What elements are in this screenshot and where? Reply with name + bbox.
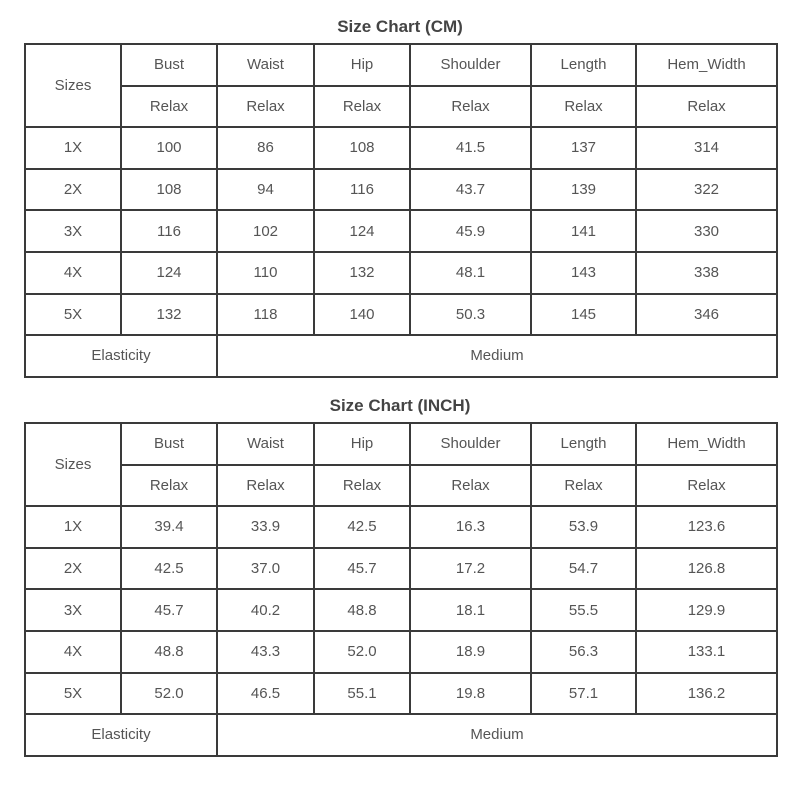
measurement-cell: 346 xyxy=(636,294,777,336)
size-chart-inch-title: Size Chart (INCH) xyxy=(329,396,471,415)
measurement-cell: 116 xyxy=(121,210,217,252)
header-row xyxy=(25,44,777,86)
measurement-cell: 48.1 xyxy=(410,252,531,294)
fit-subheader: Relax xyxy=(410,86,531,128)
sizes-header: Sizes xyxy=(25,44,121,127)
measurement-cell: 100 xyxy=(121,127,217,169)
measurement-cell: 37.0 xyxy=(217,548,314,590)
measurement-cell: 129.9 xyxy=(636,589,777,631)
size-label: 1X xyxy=(25,506,121,548)
column-header: Shoulder xyxy=(410,44,531,86)
measurement-cell: 110 xyxy=(217,252,314,294)
measurement-cell: 40.2 xyxy=(217,589,314,631)
measurement-cell: 57.1 xyxy=(531,673,636,715)
measurement-cell: 55.1 xyxy=(314,673,410,715)
column-header: Waist xyxy=(217,423,314,465)
measurement-cell: 43.3 xyxy=(217,631,314,673)
column-header: Bust xyxy=(121,423,217,465)
measurement-cell: 124 xyxy=(121,252,217,294)
measurement-cell: 330 xyxy=(636,210,777,252)
measurement-cell: 54.7 xyxy=(531,548,636,590)
size-label: 2X xyxy=(25,548,121,590)
column-header: Hip xyxy=(314,44,410,86)
measurement-cell: 322 xyxy=(636,169,777,211)
measurement-cell: 116 xyxy=(314,169,410,211)
measurement-cell: 136.2 xyxy=(636,673,777,715)
size-label: 4X xyxy=(25,252,121,294)
measurement-cell: 145 xyxy=(531,294,636,336)
size-chart-cm-table xyxy=(24,43,778,378)
measurement-cell: 124 xyxy=(314,210,410,252)
measurement-cell: 41.5 xyxy=(410,127,531,169)
size-label: 1X xyxy=(25,127,121,169)
column-header: Bust xyxy=(121,44,217,86)
column-header: Waist xyxy=(217,44,314,86)
measurement-cell: 132 xyxy=(121,294,217,336)
measurement-cell: 16.3 xyxy=(410,506,531,548)
table-row xyxy=(25,210,777,252)
size-label: 4X xyxy=(25,631,121,673)
measurement-cell: 139 xyxy=(531,169,636,211)
size-chart-inch-table xyxy=(24,422,778,757)
measurement-cell: 108 xyxy=(314,127,410,169)
measurement-cell: 94 xyxy=(217,169,314,211)
measurement-cell: 48.8 xyxy=(314,589,410,631)
table-row xyxy=(25,252,777,294)
column-header: Shoulder xyxy=(410,423,531,465)
elasticity-value: Medium xyxy=(217,714,777,756)
measurement-cell: 42.5 xyxy=(121,548,217,590)
measurement-cell: 140 xyxy=(314,294,410,336)
measurement-cell: 102 xyxy=(217,210,314,252)
elasticity-label: Elasticity xyxy=(25,335,217,377)
size-label: 5X xyxy=(25,673,121,715)
measurement-cell: 118 xyxy=(217,294,314,336)
sizes-header: Sizes xyxy=(25,423,121,506)
measurement-cell: 17.2 xyxy=(410,548,531,590)
measurement-cell: 39.4 xyxy=(121,506,217,548)
measurement-cell: 43.7 xyxy=(410,169,531,211)
measurement-cell: 108 xyxy=(121,169,217,211)
measurement-cell: 126.8 xyxy=(636,548,777,590)
measurement-cell: 56.3 xyxy=(531,631,636,673)
size-label: 5X xyxy=(25,294,121,336)
fit-subheader: Relax xyxy=(121,465,217,507)
size-label: 3X xyxy=(25,210,121,252)
size-label: 3X xyxy=(25,589,121,631)
elasticity-row xyxy=(25,335,777,377)
measurement-cell: 52.0 xyxy=(314,631,410,673)
column-header: Hem_Width xyxy=(636,423,777,465)
subheader-row xyxy=(25,86,777,128)
measurement-cell: 137 xyxy=(531,127,636,169)
fit-subheader: Relax xyxy=(217,465,314,507)
measurement-cell: 42.5 xyxy=(314,506,410,548)
fit-subheader: Relax xyxy=(531,465,636,507)
measurement-cell: 86 xyxy=(217,127,314,169)
fit-subheader: Relax xyxy=(531,86,636,128)
fit-subheader: Relax xyxy=(121,86,217,128)
column-header: Length xyxy=(531,44,636,86)
elasticity-label: Elasticity xyxy=(25,714,217,756)
subheader-row xyxy=(25,465,777,507)
measurement-cell: 132 xyxy=(314,252,410,294)
fit-subheader: Relax xyxy=(217,86,314,128)
table-row xyxy=(25,631,777,673)
table-row xyxy=(25,169,777,211)
measurement-cell: 141 xyxy=(531,210,636,252)
size-label: 2X xyxy=(25,169,121,211)
measurement-cell: 45.7 xyxy=(121,589,217,631)
measurement-cell: 314 xyxy=(636,127,777,169)
column-header: Length xyxy=(531,423,636,465)
header-row xyxy=(25,423,777,465)
measurement-cell: 19.8 xyxy=(410,673,531,715)
measurement-cell: 143 xyxy=(531,252,636,294)
table-row xyxy=(25,294,777,336)
measurement-cell: 55.5 xyxy=(531,589,636,631)
measurement-cell: 338 xyxy=(636,252,777,294)
table-row xyxy=(25,506,777,548)
fit-subheader: Relax xyxy=(636,465,777,507)
measurement-cell: 133.1 xyxy=(636,631,777,673)
table-row xyxy=(25,673,777,715)
measurement-cell: 45.9 xyxy=(410,210,531,252)
measurement-cell: 50.3 xyxy=(410,294,531,336)
measurement-cell: 48.8 xyxy=(121,631,217,673)
fit-subheader: Relax xyxy=(314,86,410,128)
measurement-cell: 52.0 xyxy=(121,673,217,715)
measurement-cell: 46.5 xyxy=(217,673,314,715)
column-header: Hem_Width xyxy=(636,44,777,86)
fit-subheader: Relax xyxy=(636,86,777,128)
size-chart-cm-title: Size Chart (CM) xyxy=(337,17,463,36)
fit-subheader: Relax xyxy=(314,465,410,507)
elasticity-row xyxy=(25,714,777,756)
table-row xyxy=(25,548,777,590)
measurement-cell: 18.1 xyxy=(410,589,531,631)
measurement-cell: 18.9 xyxy=(410,631,531,673)
elasticity-value: Medium xyxy=(217,335,777,377)
column-header: Hip xyxy=(314,423,410,465)
measurement-cell: 123.6 xyxy=(636,506,777,548)
table-row xyxy=(25,127,777,169)
fit-subheader: Relax xyxy=(410,465,531,507)
table-row xyxy=(25,589,777,631)
measurement-cell: 33.9 xyxy=(217,506,314,548)
measurement-cell: 45.7 xyxy=(314,548,410,590)
measurement-cell: 53.9 xyxy=(531,506,636,548)
